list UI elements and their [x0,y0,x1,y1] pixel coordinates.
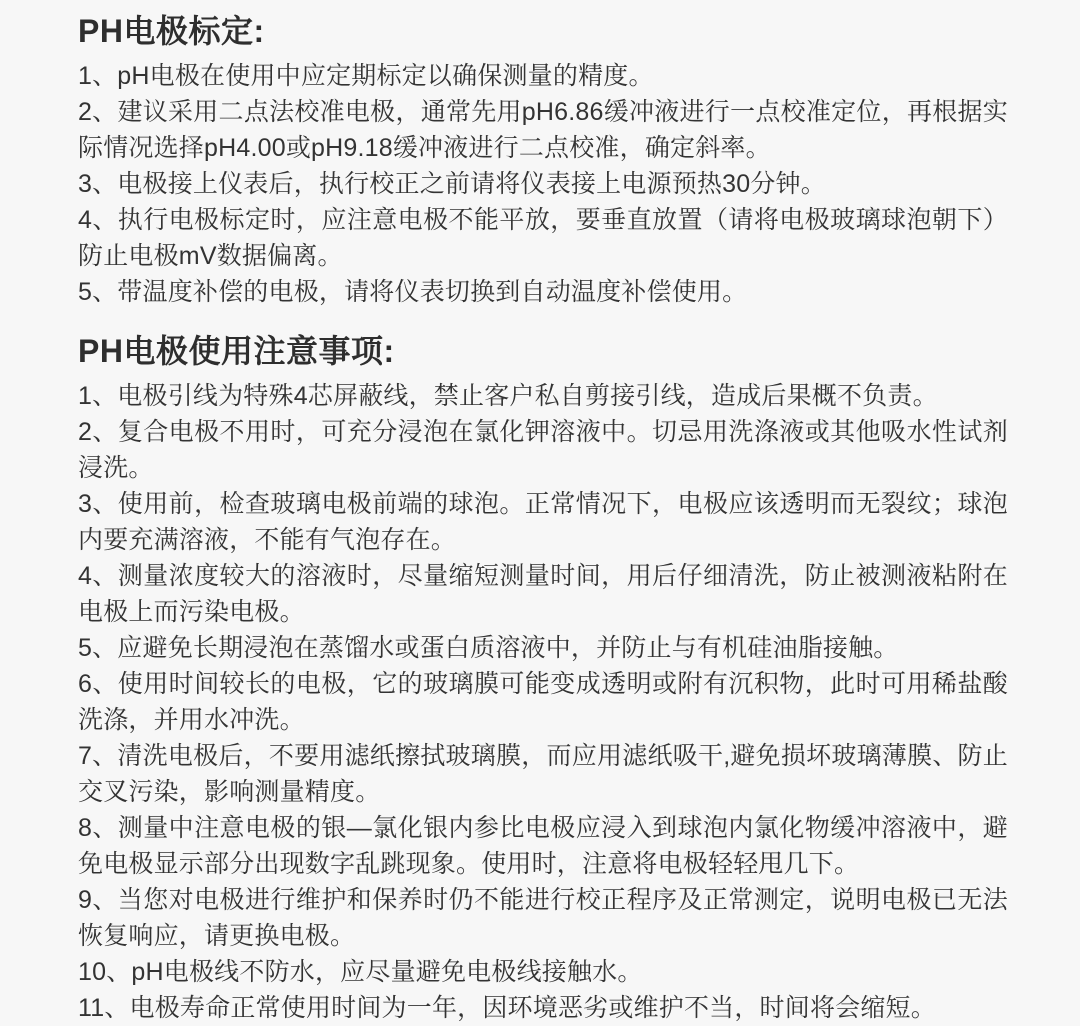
section [78,10,1008,310]
list-item: 1、pH电极在使用中应定期标定以确保测量的精度。 [78,62,654,90]
list-item: 1、电极引线为特殊4芯屏蔽线，禁止客户私自剪接引线，造成后果概不负责。 [78,382,938,410]
list-item: 11、电极寿命正常使用时间为一年，因环境恶劣或维护不当，时间将会缩短。 [78,994,936,1022]
list-item: 5、应避免长期浸泡在蒸馏水或蛋白质溶液中，并防止与有机硅油脂接触。 [78,634,899,662]
list-item: 9、当您对电极进行维护和保养时仍不能进行校正程序及正常测定，说明电极已无法恢复响应，请更换电极。 [78,886,1008,950]
section-heading: PH电极标定: [78,13,265,49]
list-item: 2、建议采用二点法校准电极，通常先用pH6.86缓冲液进行一点校准定位，再根据实际情况选择pH4.00或pH9.18缓冲液进行二点校准，确定斜率。 [78,98,1008,162]
section [78,330,1008,1026]
list-item: 2、复合电极不用时，可充分浸泡在氯化钾溶液中。切忌用洗涤液或其他吸水性试剂浸洗。 [78,418,1008,482]
list-item: 8、测量中注意电极的银—氯化银内参比电极应浸入到球泡内氯化物缓冲溶液中，避免电极显示部分出现数字乱跳现象。使用时，注意将电极轻轻甩几下。 [78,814,1008,878]
list-item: 10、pH电极线不防水，应尽量避免电极线接触水。 [78,958,643,986]
list-item: 4、测量浓度较大的溶液时，尽量缩短测量时间，用后仔细清洗，防止被测液粘附在电极上而污染电极。 [78,562,1008,626]
list-item: 6、使用时间较长的电极，它的玻璃膜可能变成透明或附有沉积物，此时可用稀盐酸洗涤，并用水冲洗。 [78,670,1008,734]
list-item: 3、电极接上仪表后，执行校正之前请将仪表接上电源预热30分钟。 [78,170,826,198]
list-item: 7、清洗电极后，不要用滤纸擦拭玻璃膜，而应用滤纸吸干,避免损坏玻璃薄膜、防止交叉污染，影响测量精度。 [78,742,1008,806]
list-item: 5、带温度补偿的电极，请将仪表切换到自动温度补偿使用。 [78,278,748,306]
list-item: 3、使用前，检查玻璃电极前端的球泡。正常情况下，电极应该透明而无裂纹；球泡内要充满溶液，不能有气泡存在。 [78,490,1008,554]
list-item: 4、执行电极标定时，应注意电极不能平放，要垂直放置（请将电极玻璃球泡朝下）防止电极mV数据偏离。 [78,206,1008,270]
section-heading: PH电极使用注意事项: [78,333,395,369]
